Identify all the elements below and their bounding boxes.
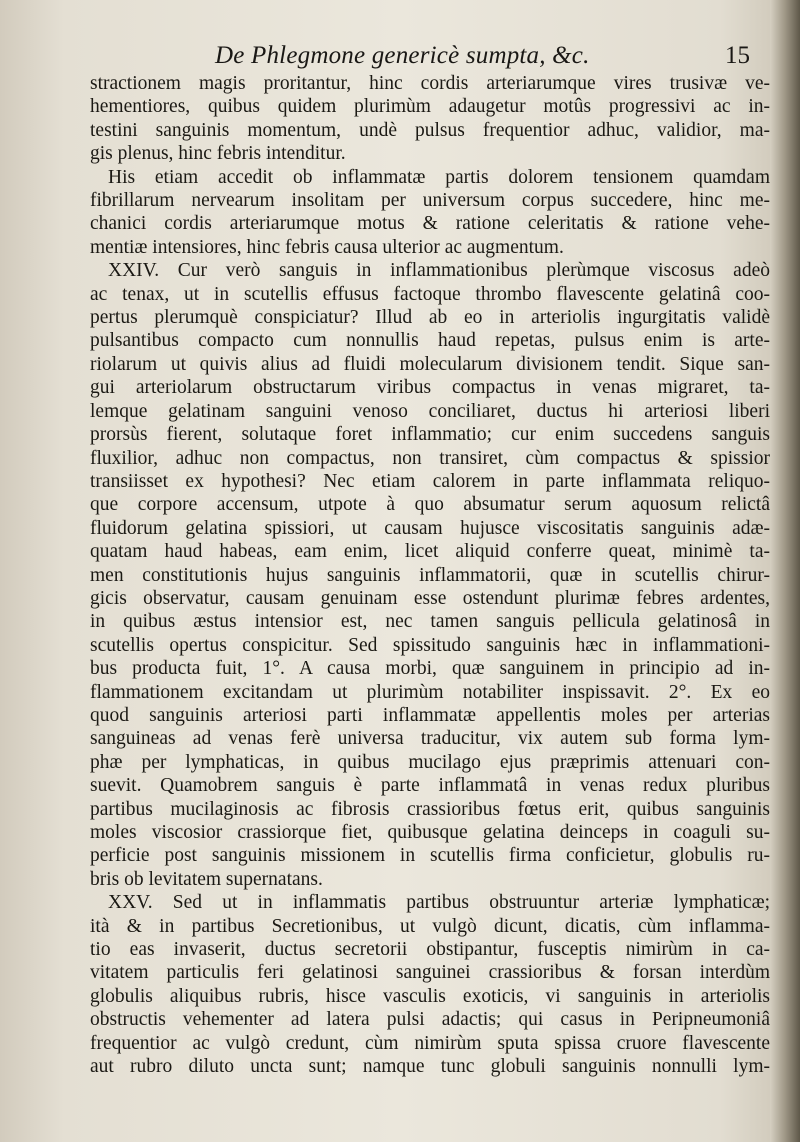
text-line: quatam haud habeas, eam enim, licet aliquid conferre queat, minimè ta- [90,541,770,563]
text-line: lemque gelatinam sanguini venoso conciliaret, ductus hi arteriosi liberi [90,400,770,422]
text-line: gis plenus, hinc febris intenditur. [90,143,346,165]
text-line: perficie post sanguinis missionem in scutellis firma conficietur, globulis ru- [90,845,770,867]
text-line: quod sanguinis arteriosi parti inflammatæ appellentis moles per arterias [90,704,770,726]
text-line: prorsùs fierent, solutaque foret inflammatio; cur enim succedens sanguis [90,424,770,446]
text-line: transiisset ex hypothesi? Nec etiam calorem in parte inflammata reliquo- [90,470,770,492]
text-line: hementiores, quibus quidem plurimùm adaugetur motûs progressivi ac in- [90,96,770,118]
text-line: gicis observatur, causam genuinam esse ostendunt plurimæ febres ardentes, [90,587,770,609]
text-line: gui arteriolarum obstructarum viribus compactus in venas migraret, ta- [90,377,770,399]
page-number: 15 [725,42,750,69]
page-header [0,36,770,70]
running-title: De Phlegmone genericè sumpta, &c. [215,42,590,69]
text-line: His etiam accedit ob inflammatæ partis dolorem tensionem quamdam [108,166,770,188]
text-line: pertus plerumquè conspiciatur? Illud ab eo in arteriolis ingurgitatis validè [90,307,770,329]
text-line: aut rubro diluto uncta sunt; namque tunc globuli sanguinis nonnulli lym- [90,1056,770,1078]
text-line: sanguineas ad venas ferè universa traducitur, vix autem sub forma lym- [90,728,770,750]
text-line: bris ob levitatem supernatans. [90,868,323,890]
text-line: scutellis opertus conspicitur. Sed spissitudo sanguinis hæc in inflammationi- [90,634,770,656]
text-line: in quibus æstus intensior est, nec tamen sanguis pellicula gelatinosâ in [90,611,770,633]
text-line: fluxilior, adhuc non compactus, non transiret, cùm compactus & spissior [90,447,770,469]
text-line: que corpore accensum, utpote à quo absumatur serum aquosum relictâ [90,494,770,516]
text-line: ità & in partibus Secretionibus, ut vulgò dicunt, dicatis, cùm inflamma- [90,915,770,937]
text-line: pulsantibus compacto cum nonnullis haud repetas, pulsus enim is arte- [90,330,770,352]
text-line: ac tenax, ut in scutellis effusus factoque thrombo flavescente gelatinâ coo- [90,283,770,305]
text-line: bus producta fuit, 1°. A causa morbi, quæ sanguinem in principio ad in- [90,658,770,680]
text-line: phæ per lymphaticas, in quibus mucilago ejus præprimis attenuari con- [90,751,770,773]
text-line: suevit. Quamobrem sanguis è parte inflammatâ in venas redux pluribus [90,775,770,797]
text-line: globulis aliquibus rubris, hisce vasculis exoticis, vi sanguinis in arteriolis [90,985,770,1007]
text-line: fluidorum gelatina spissiori, ut causam hujusce viscositatis sanguinis adæ- [90,517,770,539]
text-line: tio eas invaserit, ductus secretorii obstipantur, fusceptis nimirùm in ca- [90,939,770,961]
book-binding-edge [770,0,800,1142]
text-line: mentiæ intensiores, hinc febris causa ulterior ac augmentum. [90,236,564,258]
text-line: flammationem excitandam ut plurimùm notabiliter inspissavit. 2°. Ex eo [90,681,770,703]
text-line: moles viscosior crassiorque fiet, quibusque gelatina deinceps in coaguli su- [90,822,770,843]
text-line: vitatem particulis feri gelatinosi sanguinei crassioribus & forsan interdùm [90,962,770,984]
section-heading-line: XXV. Sed ut in inflammatis partibus obstruuntur arteriæ lymphaticæ; [108,892,770,914]
text-line: chanici cordis arteriarumque motus & ratione celeritatis & ratione vehe- [90,213,770,235]
text-line: riolarum ut quivis alius ad fluidi molecularum divisionem tendit. Sique san- [90,353,770,375]
section-heading-line: XXIV. Cur verò sanguis in inflammationibus plerùmque viscosus adeò [108,260,770,282]
text-line: testini sanguinis momentum, undè pulsus frequentior adhuc, validior, ma- [90,119,770,141]
body-text [90,72,770,1078]
text-line: obstructis vehementer ad latera pulsi adactis; qui casus in Peripneumoniâ [90,1009,770,1031]
text-line: stractionem magis proritantur, hinc cordis arteriarumque vires trusivæ ve- [90,73,770,94]
text-line: partibus mucilaginosis ac fibrosis crassioribus fœtus erit, quibus sanguinis [90,798,770,820]
text-line: fibrillarum nervearum insolitam per universum corpus succedere, hinc me- [90,190,770,212]
text-line: frequentior ac vulgò credunt, cùm nimirùm sputa spissa cruore flavescente [90,1032,770,1054]
text-line: men constitutionis hujus sanguinis inflammatorii, quæ in scutellis chirur- [90,564,770,586]
